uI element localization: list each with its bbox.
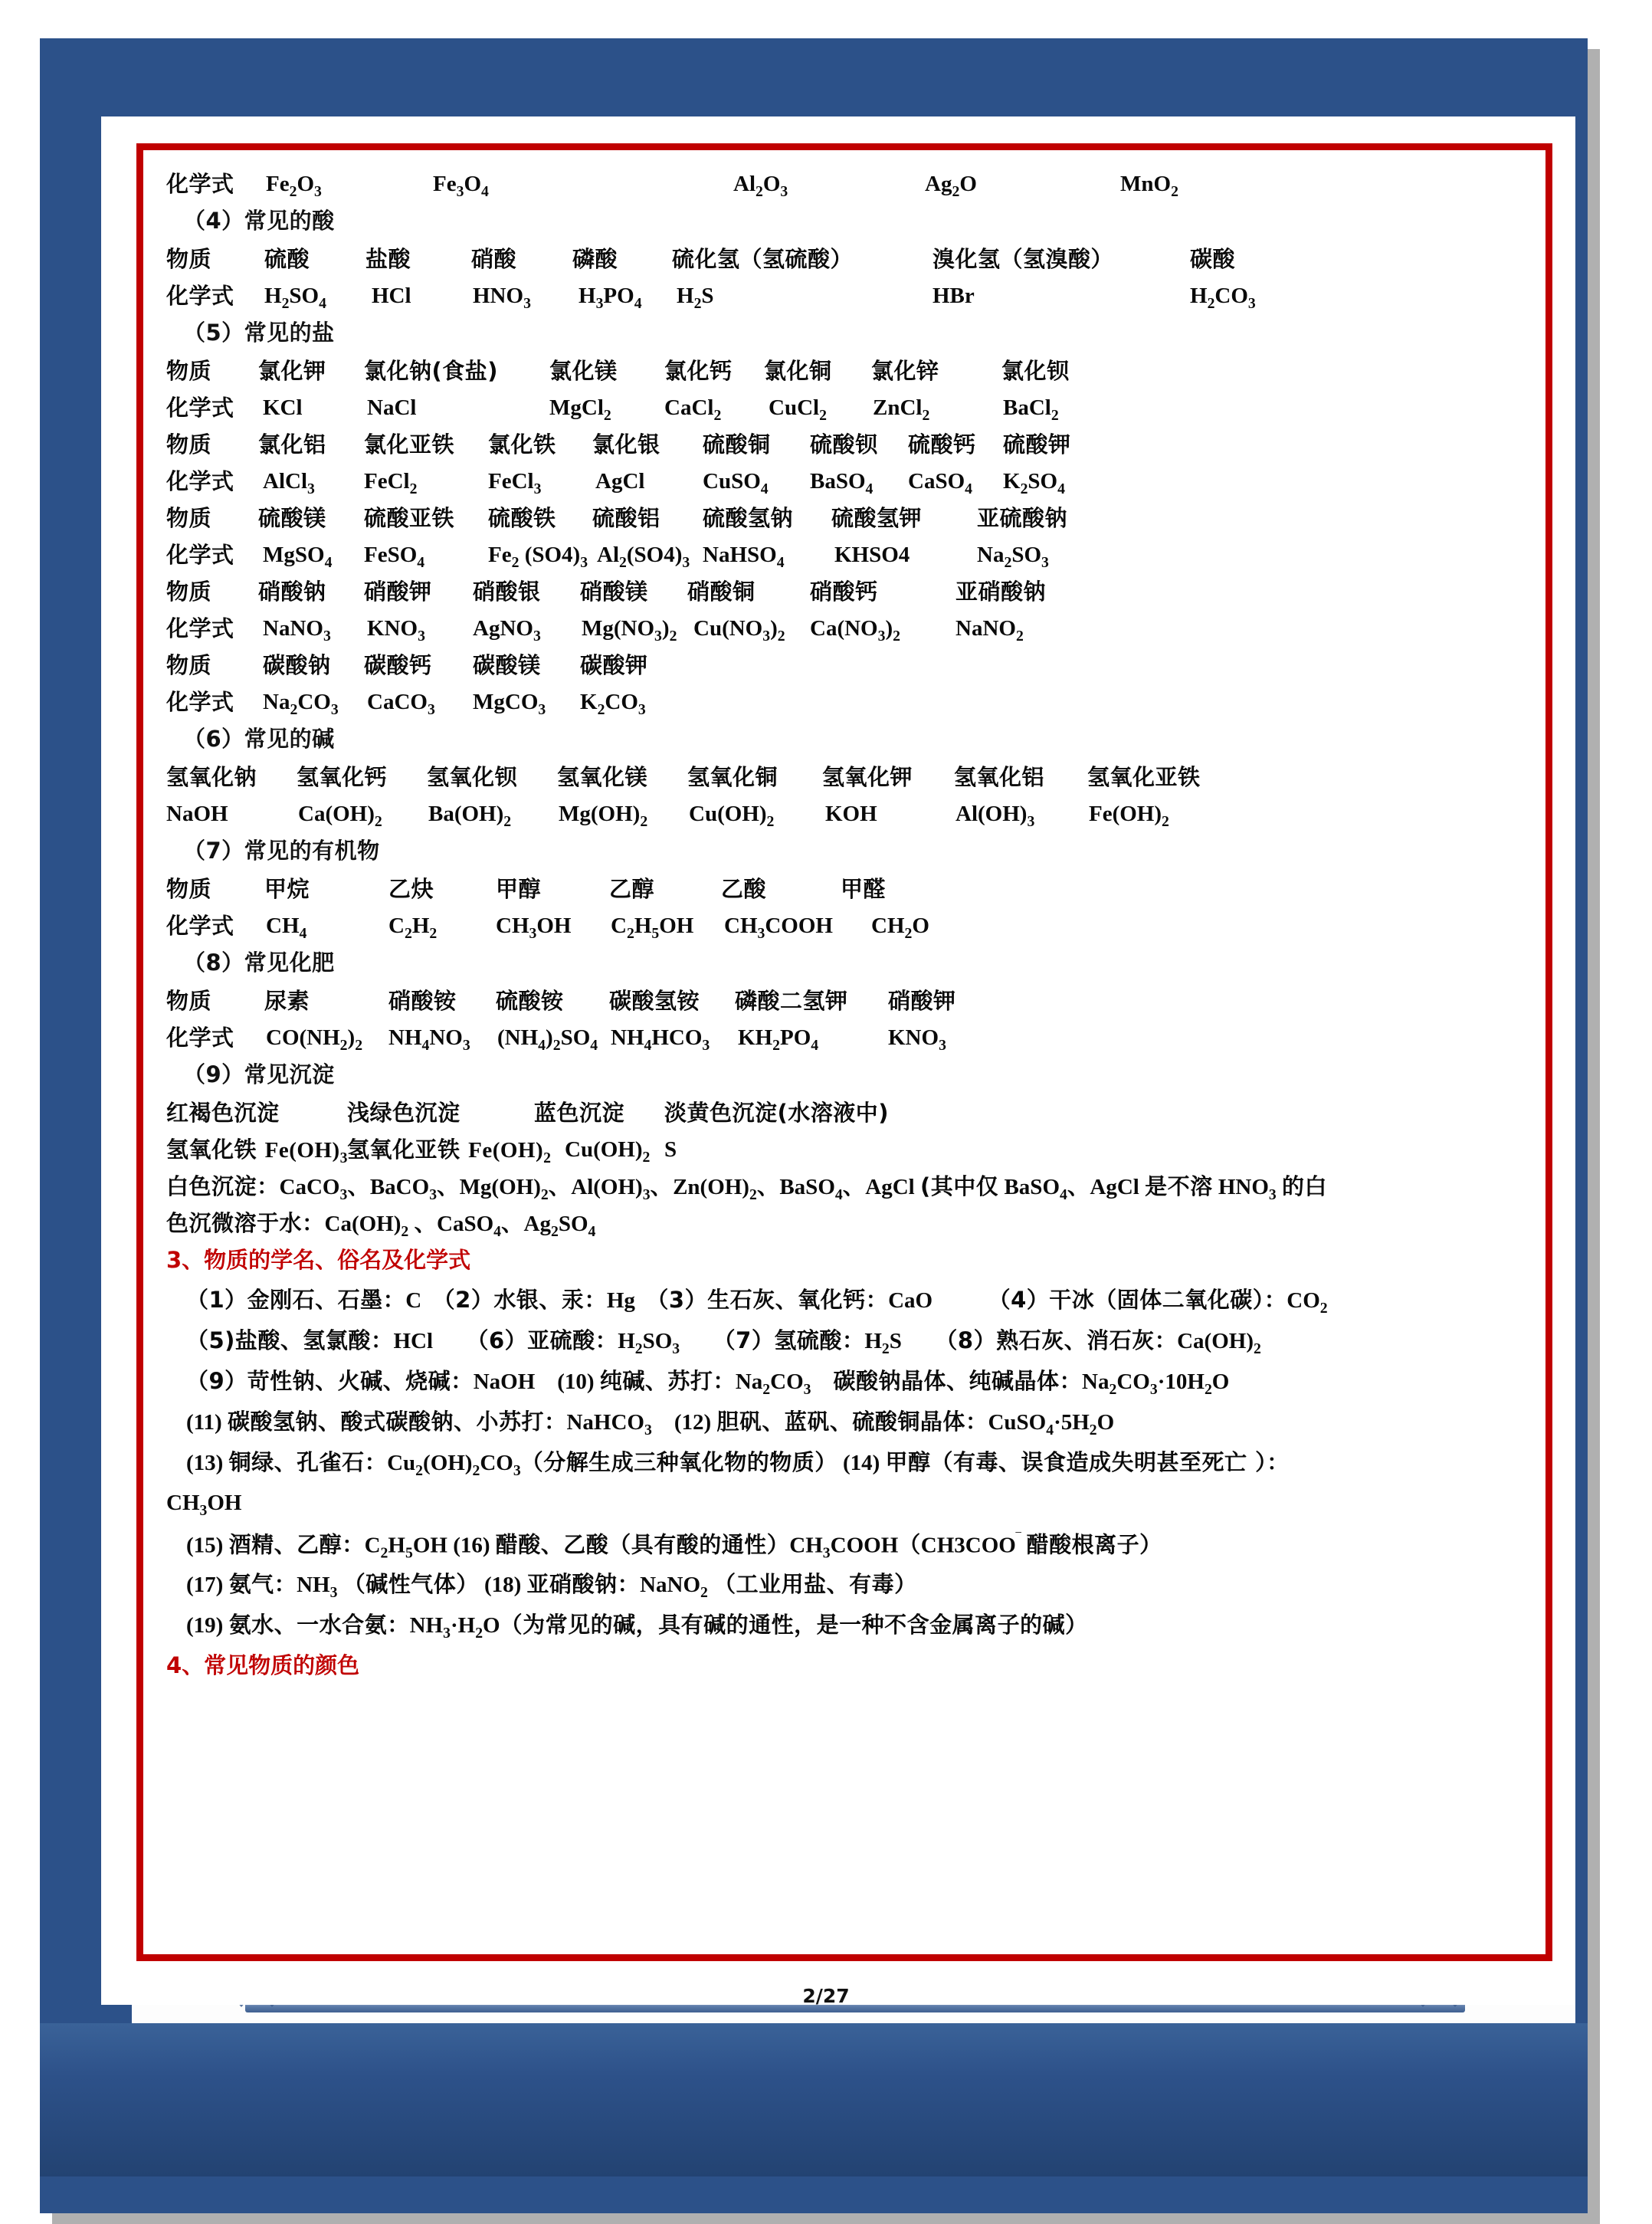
- table-row: [166, 803, 1526, 840]
- cell-na2co3: $Na_2CO_3$: [263, 690, 339, 718]
- cell-mgoh2-name: 氢氧化镁: [557, 764, 648, 790]
- cell-urea-name: 尿素: [264, 988, 310, 1014]
- cell-cacl2: CaCl$_2$: [664, 395, 722, 424]
- cell-al2so43-name: 硫酸铝: [592, 505, 660, 531]
- cell-kh2po4: $KH_2PO_4$: [738, 1025, 819, 1054]
- oxides-row-label: 化学式: [166, 171, 234, 197]
- table-row: [166, 1027, 1526, 1064]
- section3-line-7: (15) 酒精、乙醇：$C_2H_5OH$ (16) 醋酸、乙酸（具有酸的通性）$CH_3COOH(CH3COO^‾$ 醋酸根离子）: [186, 1531, 1162, 1562]
- cell-h2co3: $H_2CO_3$: [1190, 284, 1256, 312]
- cell-koh-name: 氢氧化钾: [822, 764, 913, 790]
- cell-cano32-name: 硝酸钙: [810, 579, 878, 605]
- row-label-formula: 化学式: [166, 283, 234, 309]
- cell-cuso4: CuSO$_4$: [703, 469, 769, 497]
- table-row: [166, 878, 1526, 915]
- row-label-substance: 物质: [166, 988, 212, 1014]
- cell-cuno32: $Cu(NO_3)_2$: [693, 616, 785, 645]
- cell-aloh3: $Al(OH)_3$: [955, 802, 1035, 830]
- cell-bacl2: BaCl$_2$: [1003, 395, 1059, 424]
- section3-line-6: $CH_3OH$: [166, 1491, 242, 1519]
- row-label-formula: 化学式: [166, 468, 234, 494]
- cell-naoh: NaOH: [166, 802, 228, 826]
- cell-nacl-name: 氯化钠(食盐): [364, 358, 499, 384]
- cell-feso4: FeSO$_4$: [364, 543, 425, 571]
- cell-k2so4: $K_2SO_4$: [1003, 469, 1065, 497]
- cell-al2so43: $Al_2(SO4)_3$: [597, 543, 690, 571]
- section-title-4: 4、常见物质的颜色: [166, 1652, 360, 1678]
- cell-mgno32-name: 硝酸镁: [580, 579, 648, 605]
- cell-kcl-name: 氯化钾: [258, 358, 326, 384]
- table-row: [166, 360, 1526, 397]
- cell-hbr: HBr: [933, 284, 975, 308]
- cell-cucl2-name: 氯化铜: [764, 358, 832, 384]
- cell-fecl2-name: 氯化亚铁: [364, 431, 455, 458]
- row-label-formula: 化学式: [166, 1025, 234, 1051]
- cell-feoh3-precip: 氢氧化铁 $Fe(OH)_3$: [166, 1137, 348, 1166]
- cell-k2so4-name: 硫酸钾: [1003, 431, 1071, 458]
- row-label-substance: 物质: [166, 652, 212, 678]
- heading-bases: （6）常见的碱: [183, 726, 335, 752]
- cell-nh42so4: $(NH_4)_2SO_4$: [497, 1025, 598, 1054]
- section-title-3: 3、物质的学名、俗名及化学式: [166, 1247, 471, 1273]
- section3-line-8: (17) 氨气：$NH_3$ （碱性气体） (18) 亚硝酸钠：NaNO$_2$ （工业用盐、有毒）: [186, 1571, 917, 1601]
- table-row: [166, 285, 1526, 322]
- cell-nano2: NaNO$_2$: [955, 616, 1024, 645]
- cell-feoh2-precip: 氢氧化亚铁 $Fe(OH)_2$: [347, 1137, 552, 1166]
- cell-fe2o3: $Fe_2O_3$: [266, 172, 322, 200]
- table-row: [166, 691, 1526, 728]
- cell-agcl-name: 氯化银: [592, 431, 660, 458]
- table-row: [166, 1102, 1526, 1139]
- table-row: [166, 544, 1526, 581]
- label-blue-precipitate: 蓝色沉淀: [534, 1100, 625, 1126]
- cell-conh22: $CO(NH_2)_2$: [266, 1025, 363, 1054]
- cell-fe3o4: $Fe_3O_4$: [433, 172, 489, 200]
- cell-fe2so43: $Fe_2$ $(SO4)_3$: [488, 543, 588, 571]
- heading-organics: （7）常见的有机物: [183, 838, 380, 864]
- cell-mgcl2: MgCl$_2$: [549, 395, 611, 424]
- cell-caso4: CaSO$_4$: [908, 469, 972, 497]
- cell-ch3cooh: $CH_3COOH$: [724, 914, 833, 942]
- row-label-substance: 物质: [166, 579, 212, 605]
- table-row: [166, 468, 1526, 507]
- cell-mgoh2: $Mg(OH)_2$: [559, 802, 648, 830]
- row-label-formula: 化学式: [166, 913, 234, 939]
- cell-mgso4-name: 硫酸镁: [258, 505, 326, 531]
- cell-feoh2: $Fe(OH)_2$: [1089, 802, 1169, 830]
- cell-na2co3-name: 碳酸钠: [263, 652, 331, 678]
- cell-cuno32-name: 硝酸铜: [687, 579, 756, 605]
- cell-naoh-name: 氢氧化钠: [166, 764, 257, 790]
- table-row: [166, 766, 1526, 803]
- cell-zncl2: ZnCl$_2$: [873, 395, 930, 424]
- cell-feso4-name: 硫酸亚铁: [364, 505, 455, 531]
- cell-agno3: AgNO$_3$: [473, 616, 541, 645]
- cell-nano3: NaNO$_3$: [263, 616, 331, 645]
- cell-baoh2: $Ba(OH)_2$: [428, 802, 512, 830]
- cell-cucl2: CuCl$_2$: [769, 395, 827, 424]
- window-status-bar: [40, 2023, 1588, 2176]
- cell-feoh2-name: 氢氧化亚铁: [1087, 764, 1201, 790]
- document-body: [143, 150, 1545, 1694]
- cell-nh4no3: $NH_4NO_3$: [388, 1025, 470, 1054]
- table-row: [166, 507, 1526, 544]
- cell-acetylene-name: 乙炔: [388, 876, 434, 902]
- cell-carbonic: 碳酸: [1190, 246, 1236, 272]
- cell-caoh2: $Ca(OH)_2$: [298, 802, 382, 830]
- cell-cuso4-name: 硫酸铜: [703, 431, 771, 458]
- cell-phosphoric: 磷酸: [572, 246, 618, 272]
- table-row: [166, 248, 1526, 285]
- cell-fecl2: FeCl$_2$: [364, 469, 418, 497]
- cell-mgco3-name: 碳酸镁: [473, 652, 541, 678]
- cell-hydrogen-bromide: 溴化氢（氢溴酸）: [933, 246, 1114, 272]
- page-number: 2/27: [802, 1985, 850, 2007]
- cell-methane-name: 甲烷: [264, 876, 310, 902]
- cell-nacl: NaCl: [367, 395, 417, 420]
- cell-fe2so43-name: 硫酸铁: [488, 505, 556, 531]
- row-label-formula: 化学式: [166, 542, 234, 568]
- cell-ch2o: $CH_2O$: [871, 914, 929, 942]
- cell-nitric: 硝酸: [471, 246, 517, 272]
- section3-line-5: (13) 铜绿、孔雀石：$Cu_2(OH)_2CO_3$（分解生成三种氧化物的物质） (14) 甲醇（有毒、误食造成失明甚至死亡 ）：: [186, 1449, 1290, 1479]
- row-label-formula: 化学式: [166, 395, 234, 421]
- table-row: [166, 615, 1526, 654]
- cell-ch3oh: $CH_3OH$: [496, 914, 572, 942]
- cell-kno3-name: 硝酸钾: [364, 579, 432, 605]
- table-row: [166, 173, 1526, 210]
- cell-nh4no3-name: 硝酸铵: [388, 988, 457, 1014]
- cell-fecl3: FeCl$_3$: [488, 469, 542, 497]
- cell-nh4hco3: $NH_4HCO_3$: [611, 1025, 710, 1054]
- cell-caso4-name: 硫酸钙: [908, 431, 976, 458]
- table-row: [166, 581, 1526, 618]
- cell-nano2-name: 亚硝酸钠: [955, 579, 1047, 605]
- white-precipitate-line-1: 白色沉淀：CaCO$_3$、BaCO$_3$、$Mg(OH)_2$、$Al(OH)_3$、$Zn(OH)_2$、BaSO$_4$、AgCl (其中仅 BaSO$_4$、AgCl 是不溶 $HNO_3$ 的白: [166, 1173, 1328, 1203]
- cell-caco3-name: 碳酸钙: [364, 652, 432, 678]
- cell-ch4: $CH_4$: [266, 914, 307, 942]
- cell-sulfuric-acid: 硫酸: [264, 246, 310, 272]
- cell-agno3-name: 硝酸银: [473, 579, 541, 605]
- cell-mgno32: $Mg(NO_3)_2$: [582, 616, 677, 645]
- cell-kno3f: $KNO_3$: [888, 1025, 946, 1054]
- cell-hydrogen-sulfide: 硫化氢（氢硫酸）: [672, 246, 854, 272]
- heading-salts: （5）常见的盐: [183, 320, 335, 346]
- table-row: [166, 990, 1526, 1027]
- section3-line-2: （5)盐酸、氢氯酸：HCl （6）亚硫酸：$H_2SO_3$ （7）氢硫酸：$H_2S$ （8）熟石灰、消石灰：$Ca(OH)_2$: [186, 1327, 1261, 1357]
- cell-mno2: MnO$_2$: [1120, 172, 1178, 200]
- cell-c2h5oh: $C_2H_5OH$: [611, 914, 694, 942]
- cell-k2co3: $K_2CO_3$: [580, 690, 646, 718]
- cell-baso4: BaSO$_4$: [810, 469, 874, 497]
- cell-nh4hco3-name: 碳酸氢铵: [609, 988, 700, 1014]
- cell-agcl: AgCl: [595, 469, 645, 494]
- cell-kh2po4-name: 磷酸二氢钾: [735, 988, 848, 1014]
- cell-zncl2-name: 氯化锌: [871, 358, 939, 384]
- cell-na2so3: $Na_2SO_3$: [977, 543, 1049, 571]
- row-label-substance: 物质: [166, 431, 212, 458]
- table-row: [166, 654, 1526, 691]
- cell-aloh3-name: 氢氧化铝: [954, 764, 1045, 790]
- cell-kno3f-name: 硝酸钾: [888, 988, 956, 1014]
- table-row: [166, 915, 1526, 952]
- cell-caco3: CaCO$_3$: [367, 690, 435, 718]
- cell-k2co3-name: 碳酸钾: [580, 652, 648, 678]
- cell-cuoh2: $Cu(OH)_2$: [689, 802, 775, 830]
- cell-cuoh2-precip: $Cu(OH)_2$: [565, 1137, 651, 1166]
- cell-al2o3: $Al_2O_3$: [733, 172, 788, 200]
- cell-hcl: HCl: [372, 284, 411, 308]
- cell-nahso4: NaHSO$_4$: [703, 543, 785, 571]
- cell-baoh2-name: 氢氧化钡: [427, 764, 518, 790]
- cell-baso4-name: 硫酸钡: [810, 431, 878, 458]
- label-pale-yellow-precipitate: 淡黄色沉淀(水溶液中): [664, 1100, 890, 1126]
- label-red-brown-precipitate: 红褐色沉淀: [166, 1100, 280, 1126]
- cell-hydrochloric: 盐酸: [365, 246, 411, 272]
- cell-nano3-name: 硝酸钠: [258, 579, 326, 605]
- white-precipitate-line-2: 色沉微溶于水：$Ca(OH)_2$ 、CaSO$_4$、$Ag_2SO_4$: [166, 1210, 596, 1240]
- row-label-substance: 物质: [166, 246, 212, 272]
- section3-line-4: (11) 碳酸氢钠、酸式碳酸钠、小苏打：NaHCO$_3$ (12) 胆矾、蓝矾、硫酸铜晶体：$CuSO_4\cdot 5H_2O$: [186, 1409, 1115, 1438]
- cell-ag2o: $Ag_2O$: [925, 172, 977, 200]
- cell-ethanol-name: 乙醇: [609, 876, 655, 902]
- cell-methanol-name: 甲醇: [496, 876, 542, 902]
- cell-mgco3: MgCO$_3$: [473, 690, 546, 718]
- cell-khso4-name: 硫酸氢钾: [831, 505, 923, 531]
- cell-mgcl2-name: 氯化镁: [549, 358, 618, 384]
- heading-fertilizers: （8）常见化肥: [183, 950, 335, 976]
- cell-caoh2-name: 氢氧化钙: [297, 764, 388, 790]
- section3-line-3: （9）苛性钠、火碱、烧碱：NaOH (10) 纯碱、苏打：$Na_2CO_3$ 碳酸钠晶体、纯碱晶体：$Na_2CO_3\cdot 10H_2O$: [186, 1368, 1230, 1398]
- cell-s-precip: S: [664, 1137, 677, 1162]
- cell-bacl2-name: 氯化钡: [1001, 358, 1070, 384]
- cell-c2h2: $C_2H_2$: [388, 914, 438, 942]
- cell-koh: KOH: [825, 802, 877, 826]
- cell-mgso4: MgSO$_4$: [263, 543, 333, 571]
- cell-fecl3-name: 氯化铁: [488, 431, 556, 458]
- cell-na2so3-name: 亚硫酸钠: [977, 505, 1068, 531]
- cell-h2s: $H_2S$: [677, 284, 714, 312]
- cell-cuoh2-name: 氢氧化铜: [687, 764, 778, 790]
- cell-cano32: $Ca(NO_3)_2$: [810, 616, 900, 645]
- cell-kno3: $KNO_3$: [367, 616, 425, 645]
- cell-nahso4-name: 硫酸氢钠: [703, 505, 794, 531]
- row-label-formula: 化学式: [166, 689, 234, 715]
- cell-cacl2-name: 氯化钙: [664, 358, 733, 384]
- heading-acids: （4）常见的酸: [183, 208, 335, 234]
- heading-precipitates: （9）常见沉淀: [183, 1061, 335, 1087]
- cell-alcl3: AlCl$_3$: [263, 469, 315, 497]
- cell-formaldehyde-name: 甲醛: [841, 876, 887, 902]
- row-label-substance: 物质: [166, 358, 212, 384]
- cell-nh42so4-name: 硫酸铵: [496, 988, 564, 1014]
- red-content-border: [136, 143, 1552, 1961]
- section3-line-9: (19) 氨水、一水合氨：$NH_3\cdot H_2O$（为常见的碱，具有碱的通性，是一种不含金属离子的碱）: [186, 1612, 1088, 1642]
- cell-hno3: $HNO_3$: [473, 284, 531, 312]
- table-row: [166, 1139, 1526, 1176]
- row-label-substance: 物质: [166, 876, 212, 902]
- section3-line-1: （1）金刚石、石墨：C （2）水银、汞：Hg （3）生石灰、氧化钙：CaO （4）干冰（固体二氧化碳）：$CO_2$: [186, 1287, 1328, 1317]
- cell-h2so4: $H_2SO_4$: [264, 284, 326, 312]
- table-row: [166, 431, 1526, 471]
- cell-h3po4: $H_3PO_4$: [579, 284, 642, 312]
- cell-acetic-acid-name: 乙酸: [721, 876, 767, 902]
- row-label-substance: 物质: [166, 505, 212, 531]
- row-label-formula: 化学式: [166, 615, 234, 641]
- cell-kcl: KCl: [263, 395, 303, 420]
- label-light-green-precipitate: 浅绿色沉淀: [347, 1100, 461, 1126]
- cell-alcl3-name: 氯化铝: [258, 431, 326, 458]
- table-row: [166, 397, 1526, 434]
- cell-khso4: KHSO4: [834, 543, 910, 567]
